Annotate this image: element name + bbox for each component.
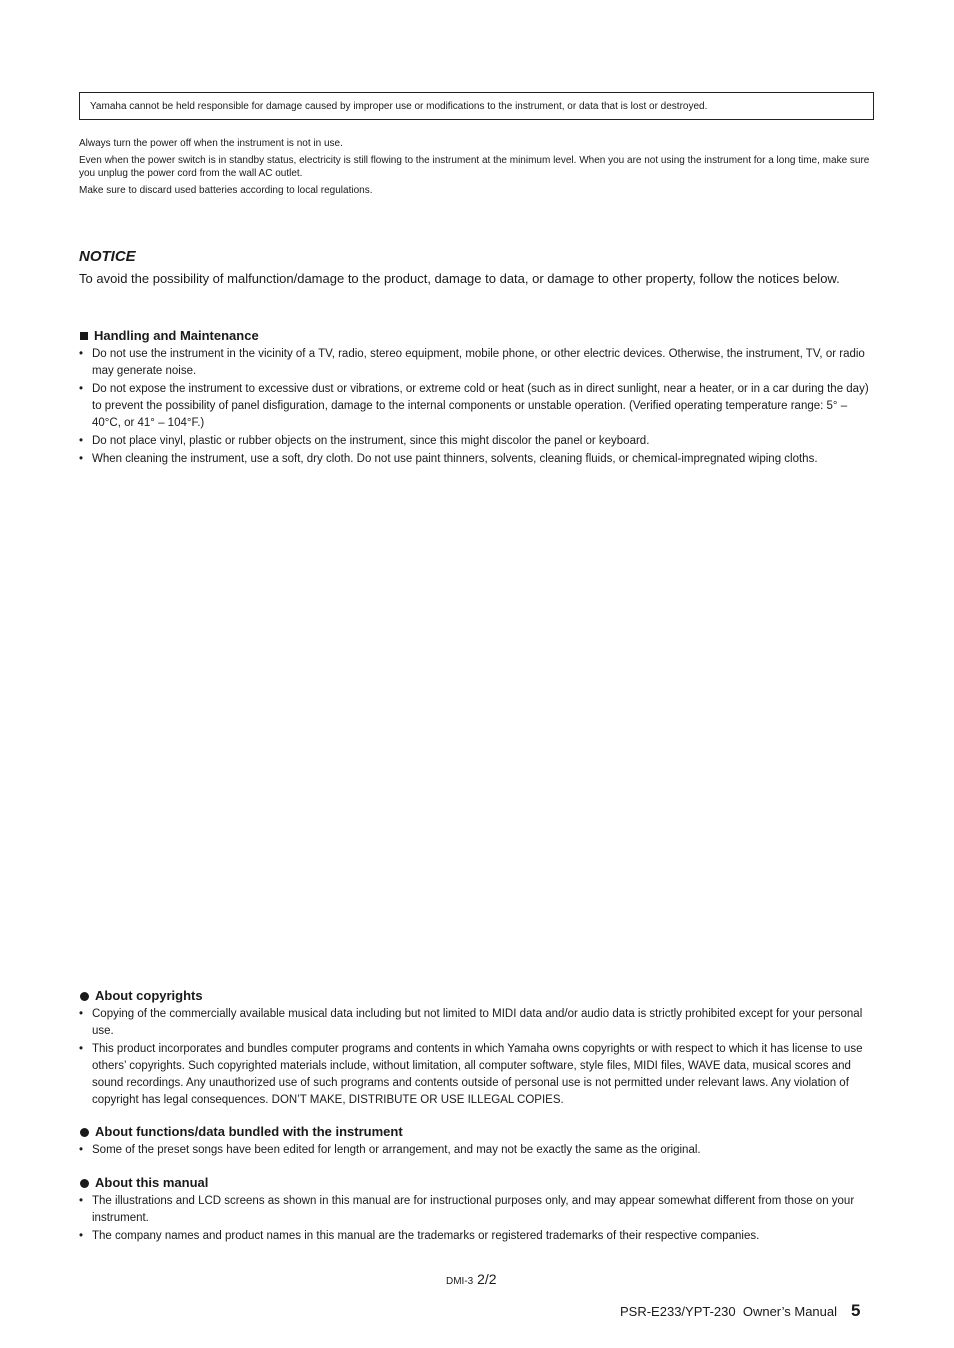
dmi-code-prefix: DMI-3 xyxy=(446,1276,474,1287)
manual-heading xyxy=(79,1175,875,1191)
dmi-code xyxy=(446,1271,497,1287)
list-item: • Do not expose the instrument to excessive dust or vibrations, or extreme cold or heat (such as in direct sunlight, near a heater, or in a car during the day) to prevent the possibility of panel disfiguration, damage to the internal components or unstable operation. (Verified operating temperature range: 5° – 40°C, or 41° – 104°F.) xyxy=(79,381,875,432)
handling-heading-text: Handling and Maintenance xyxy=(94,328,259,343)
list-item: • Do not place vinyl, plastic or rubber objects on the instrument, since this might discolor the panel or keyboard. xyxy=(79,433,875,450)
square-bullet-icon xyxy=(80,332,88,340)
footer-title: PSR-E233/YPT-230 Owner’s Manual xyxy=(620,1304,838,1319)
disclaimer-text: Yamaha cannot be held responsible for damage caused by improper use or modifications to the instrument, or data that is lost or destroyed. xyxy=(90,101,708,112)
list-item: • The company names and product names in this manual are the trademarks or registered trademarks of their respective companies. xyxy=(79,1228,875,1245)
bundled-section xyxy=(79,1124,875,1160)
circle-bullet-icon xyxy=(80,1179,89,1188)
bundled-heading-text: About functions/data bundled with the instrument xyxy=(95,1124,403,1139)
manual-section xyxy=(79,1175,875,1246)
power-notes xyxy=(79,137,875,201)
list-item: • Do not use the instrument in the vicinity of a TV, radio, stereo equipment, mobile phone, or other electric devices. Otherwise, the instrument, TV, or radio may generate noise. xyxy=(79,346,875,380)
handling-section xyxy=(79,328,875,469)
copyrights-section xyxy=(79,988,875,1110)
notice-intro: To avoid the possibility of malfunction/damage to the product, damage to data, or damage to other property, follow the notices below. xyxy=(79,271,840,286)
power-note: Always turn the power off when the instrument is not in use. xyxy=(79,138,343,149)
bundled-heading xyxy=(79,1124,875,1140)
dmi-code-page: 2/2 xyxy=(477,1271,497,1287)
manual-heading-text: About this manual xyxy=(95,1175,209,1190)
list-item: • This product incorporates and bundles computer programs and contents in which Yamaha owns copyrights or with respect to which it has license to use others’ copyrights. Such copyrighted materials include, without limitation, all computer software, style files, MIDI files, WAVE data, musical scores and sound recordings. Any unauthorized use of such programs and contents outside of personal use is not permitted under relevant laws. Any violation of copyright has legal consequences. DON’T MAKE, DISTRIBUTE OR USE ILLEGAL COPIES. xyxy=(79,1041,875,1109)
power-note: Make sure to discard used batteries according to local regulations. xyxy=(79,185,373,196)
list-item: • The illustrations and LCD screens as shown in this manual are for instructional purposes only, and may appear somewhat different from those on your instrument. xyxy=(79,1193,875,1227)
power-note: Even when the power switch is in standby status, electricity is still flowing to the instrument at the minimum level. When you are not using the instrument for a long time, make sure you unplug the power cord from the wall AC outlet. xyxy=(79,155,870,179)
list-item: • Some of the preset songs have been edited for length or arrangement, and may not be exactly the same as the original. xyxy=(79,1142,875,1159)
notice-title: NOTICE xyxy=(79,248,136,265)
notice-section xyxy=(79,248,875,289)
bundled-list xyxy=(79,1142,875,1159)
manual-list xyxy=(79,1193,875,1245)
list-item: • When cleaning the instrument, use a soft, dry cloth. Do not use paint thinners, solvents, cleaning fluids, or chemical-impregnated wiping cloths. xyxy=(79,451,875,468)
copyrights-heading xyxy=(79,988,875,1004)
disclaimer-box xyxy=(79,92,874,120)
copyrights-heading-text: About copyrights xyxy=(95,988,203,1003)
page-number: 5 xyxy=(851,1301,861,1320)
copyrights-list xyxy=(79,1006,875,1109)
list-item: • Copying of the commercially available musical data including but not limited to MIDI data and/or audio data is strictly prohibited except for your personal use. xyxy=(79,1006,875,1040)
handling-heading xyxy=(79,328,875,344)
page-footer xyxy=(620,1301,860,1321)
circle-bullet-icon xyxy=(80,1128,89,1137)
circle-bullet-icon xyxy=(80,992,89,1001)
handling-list xyxy=(79,346,875,468)
